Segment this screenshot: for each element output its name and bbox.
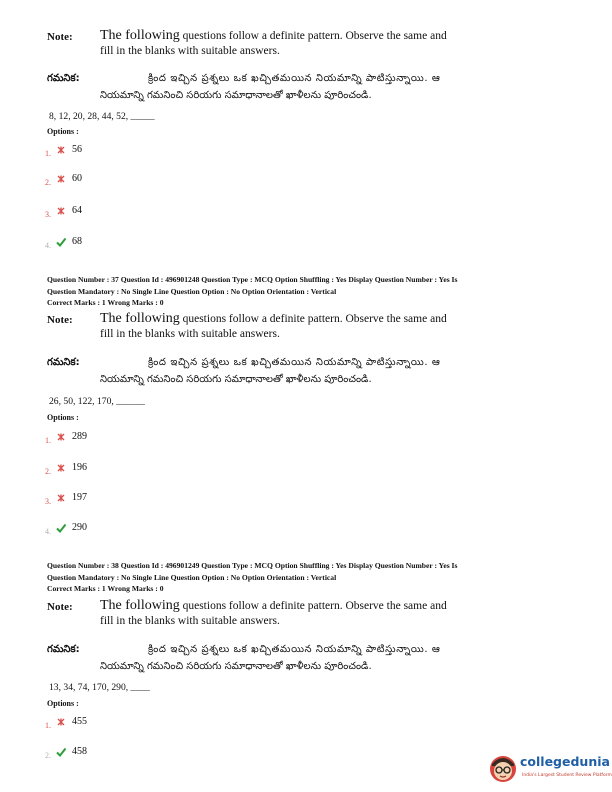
logo-name: collegedunia <box>520 754 610 769</box>
option-1[interactable] <box>45 713 87 730</box>
option-3[interactable] <box>45 202 82 219</box>
question-prompt: 8, 12, 20, 28, 44, 52, _____ <box>49 111 155 122</box>
option-value: 60 <box>72 173 82 184</box>
telugu-line-1: క్రింద ఇచ్చిన ప్రశ్నలు ఒక ఖచ్చితమయిన నియమాన్ని పాటిస్తున్నాయి. ఆ <box>148 357 441 368</box>
option-2[interactable] <box>45 459 87 476</box>
wrong-cross-icon <box>56 174 66 184</box>
wrong-cross-icon <box>56 493 66 503</box>
options-label: Options : <box>47 699 79 708</box>
option-number: 2. <box>45 751 51 760</box>
option-value: 64 <box>72 205 82 216</box>
option-value: 56 <box>72 144 82 155</box>
option-value: 289 <box>72 431 87 442</box>
note-label: Note: <box>47 31 73 43</box>
telugu-note-text <box>100 354 545 388</box>
telugu-note-label: గమనిక: <box>47 73 80 84</box>
option-number: 2. <box>45 178 51 187</box>
option-1[interactable] <box>45 141 82 158</box>
telugu-line-2: నియమాన్ని గమనించి సరియగు సమాధానాలతో ఖాళీలను పూరించండి. <box>100 661 372 672</box>
wrong-cross-icon <box>56 463 66 473</box>
note-line-2: fill in the blanks with suitable answers. <box>100 615 280 627</box>
option-value: 68 <box>72 236 82 247</box>
option-number: 3. <box>45 497 51 506</box>
telugu-note-text <box>100 70 545 104</box>
note-lead: The following <box>100 311 180 326</box>
meta-line-2: Question Mandatory : No Single Line Question Option : No Option Orientation : Vertical <box>47 286 337 296</box>
collegedunia-logo[interactable] <box>488 750 612 788</box>
option-2[interactable] <box>45 743 87 760</box>
option-value: 455 <box>72 716 87 727</box>
telugu-line-2: నియమాన్ని గమనించి సరియగు సమాధానాలతో ఖాళీలను పూరించండి. <box>100 90 372 101</box>
mascot-icon <box>488 752 518 784</box>
option-4[interactable] <box>45 233 82 250</box>
meta-line-3: Correct Marks : 1 Wrong Marks : 0 <box>47 298 164 307</box>
telugu-note-text <box>100 641 545 675</box>
note-label: Note: <box>47 601 73 613</box>
wrong-cross-icon <box>56 145 66 155</box>
telugu-note-label: గమనిక: <box>47 357 80 368</box>
correct-check-icon <box>56 523 66 533</box>
note-rest: questions follow a definite pattern. Observe the same and <box>179 600 447 612</box>
option-number: 1. <box>45 721 51 730</box>
option-1[interactable] <box>45 428 87 445</box>
meta-line-1: Question Number : 38 Question Id : 496901249 Question Type : MCQ Option Shuffling : Yes Display Question Number : Yes Is <box>47 561 458 570</box>
note-line-2: fill in the blanks with suitable answers. <box>100 328 280 340</box>
note-lead: The following <box>100 28 180 43</box>
telugu-line-1: క్రింద ఇచ్చిన ప్రశ్నలు ఒక ఖచ్చితమయిన నియమాన్ని పాటిస్తున్నాయి. ఆ <box>148 644 441 655</box>
option-number: 4. <box>45 527 51 536</box>
question-meta <box>47 560 567 595</box>
options-label: Options : <box>47 127 79 136</box>
options-label: Options : <box>47 413 79 422</box>
question-meta <box>47 274 567 309</box>
option-value: 196 <box>72 462 87 473</box>
option-number: 1. <box>45 149 51 158</box>
correct-check-icon <box>56 747 66 757</box>
wrong-cross-icon <box>56 717 66 727</box>
correct-check-icon <box>56 237 66 247</box>
note-rest: questions follow a definite pattern. Observe the same and <box>179 313 447 325</box>
telugu-line-2: నియమాన్ని గమనించి సరియగు సమాధానాలతో ఖాళీలను పూరించండి. <box>100 374 372 385</box>
telugu-line-1: క్రింద ఇచ్చిన ప్రశ్నలు ఒక ఖచ్చితమయిన నియమాన్ని పాటిస్తున్నాయి. ఆ <box>148 73 441 84</box>
note-line-2: fill in the blanks with suitable answers. <box>100 45 280 57</box>
option-number: 3. <box>45 210 51 219</box>
option-value: 197 <box>72 492 87 503</box>
logo-tagline: India's Largest Student Review Platform <box>522 773 612 778</box>
meta-line-1: Question Number : 37 Question Id : 496901248 Question Type : MCQ Option Shuffling : Yes Display Question Number : Yes Is <box>47 275 458 284</box>
wrong-cross-icon <box>56 432 66 442</box>
option-value: 290 <box>72 522 87 533</box>
telugu-note-label: గమనిక: <box>47 644 80 655</box>
question-prompt: 13, 34, 74, 170, 290, ____ <box>49 682 150 693</box>
question-prompt: 26, 50, 122, 170, ______ <box>49 396 145 407</box>
meta-line-3: Correct Marks : 1 Wrong Marks : 0 <box>47 584 164 593</box>
note-lead: The following <box>100 598 180 613</box>
meta-line-2: Question Mandatory : No Single Line Question Option : No Option Orientation : Vertical <box>47 572 337 582</box>
option-2[interactable] <box>45 170 82 187</box>
note-label: Note: <box>47 314 73 326</box>
option-number: 1. <box>45 436 51 445</box>
note-rest: questions follow a definite pattern. Observe the same and <box>179 30 447 42</box>
wrong-cross-icon <box>56 206 66 216</box>
option-value: 458 <box>72 746 87 757</box>
note-text <box>100 28 540 59</box>
option-3[interactable] <box>45 489 87 506</box>
option-number: 4. <box>45 241 51 250</box>
note-text <box>100 311 540 342</box>
note-text <box>100 598 540 629</box>
option-number: 2. <box>45 467 51 476</box>
option-4[interactable] <box>45 519 87 536</box>
